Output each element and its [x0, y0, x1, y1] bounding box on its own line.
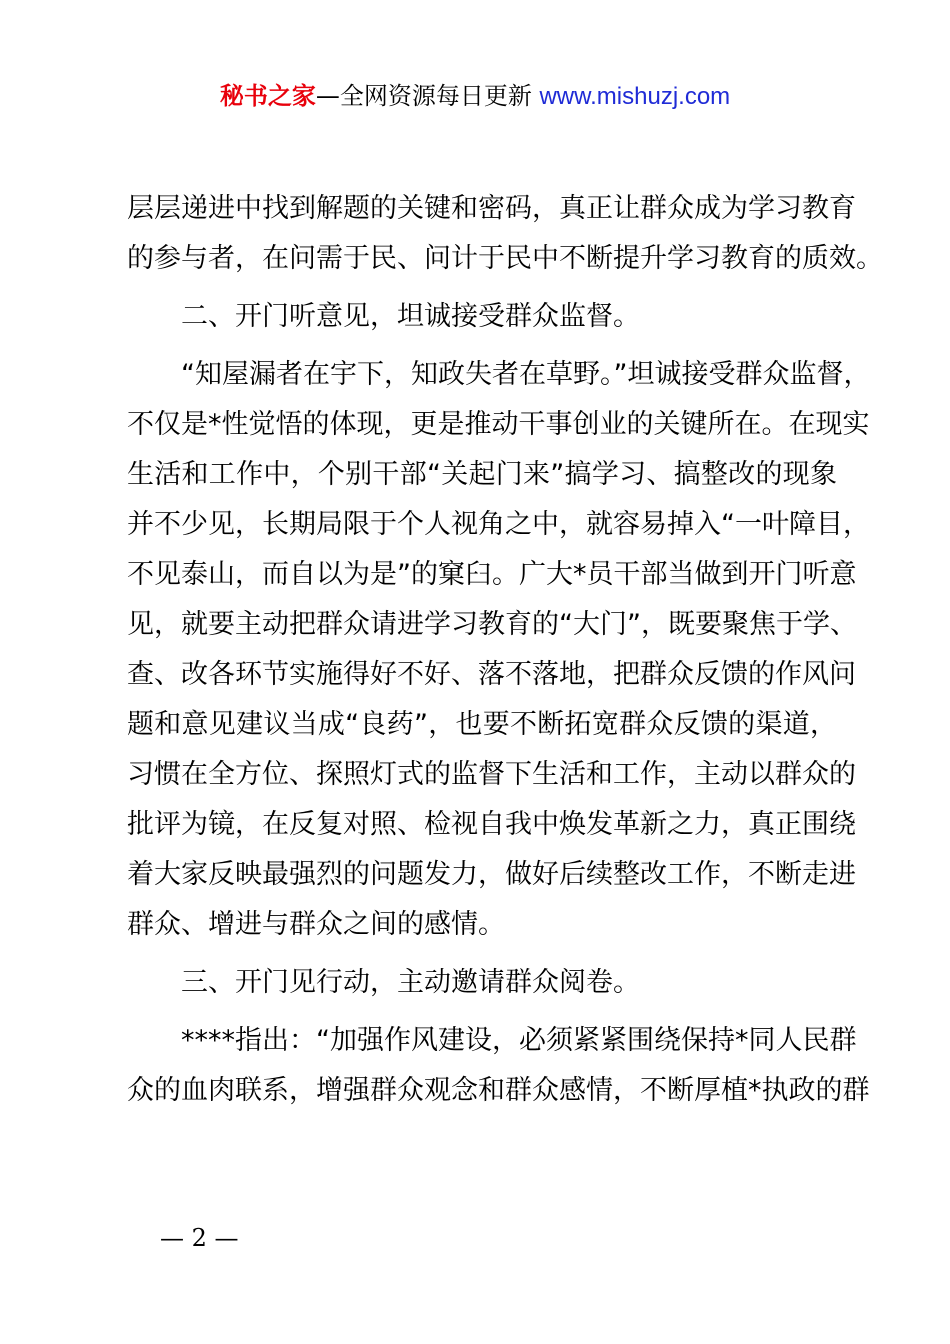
document-body — [127, 184, 883, 1116]
paragraph-line: 查、改各环节实施得好不好、落不落地，把群众反馈的作风问 — [127, 659, 856, 690]
section-heading: 二、开门听意见，坦诚接受群众监督。 — [181, 301, 640, 332]
paragraph-line: 并不少见，长期局限于个人视角之中，就容易掉入“一叶障目， — [127, 509, 870, 540]
paragraph-line: 生活和工作中，个别干部“关起门来”搞学习、搞整改的现象 — [127, 459, 837, 490]
paragraph-line: 着大家反映最强烈的问题发力，做好后续整改工作，不断走进 — [127, 859, 856, 890]
paragraph-line: 题和意见建议当成“良药”，也要不断拓宽群众反馈的渠道， — [127, 709, 837, 740]
page-number: — 2 — — [160, 1224, 239, 1252]
paragraph-line: 批评为镜，在反复对照、检视自我中焕发革新之力，真正围绕 — [127, 809, 856, 840]
site-tagline: —全网资源每日更新 — [315, 82, 540, 110]
paragraph-line: 众的血肉联系，增强群众观念和群众感情，不断厚植*执政的群 — [127, 1075, 870, 1106]
site-url-link[interactable]: www.mishuzj.com — [539, 83, 731, 110]
paragraph-line: 见，就要主动把群众请进学习教育的“大门”，既要聚焦于学、 — [127, 609, 857, 640]
section-heading: 三、开门见行动，主动邀请群众阅卷。 — [181, 967, 640, 998]
paragraph-line: ****指出：“加强作风建设，必须紧紧围绕保持*同人民群 — [181, 1025, 857, 1056]
paragraph-line: 习惯在全方位、探照灯式的监督下生活和工作，主动以群众的 — [127, 759, 856, 790]
site-header — [0, 80, 950, 113]
paragraph-line: 不见泰山，而自以为是”的窠臼。广大*员干部当做到开门听意 — [127, 559, 857, 590]
site-brand: 秘书之家 — [219, 82, 316, 110]
paragraph-line: 不仅是*性觉悟的体现，更是推动干事创业的关键所在。在现实 — [127, 409, 870, 440]
paragraph-line: 群众、增进与群众之间的感情。 — [127, 909, 505, 940]
paragraph-line: 的参与者，在问需于民、问计于民中不断提升学习教育的质效。 — [127, 243, 883, 274]
paragraph-line: 层层递进中找到解题的关键和密码，真正让群众成为学习教育 — [127, 193, 856, 224]
paragraph-line: “知屋漏者在宇下，知政失者在草野。”坦诚接受群众监督， — [181, 359, 871, 390]
